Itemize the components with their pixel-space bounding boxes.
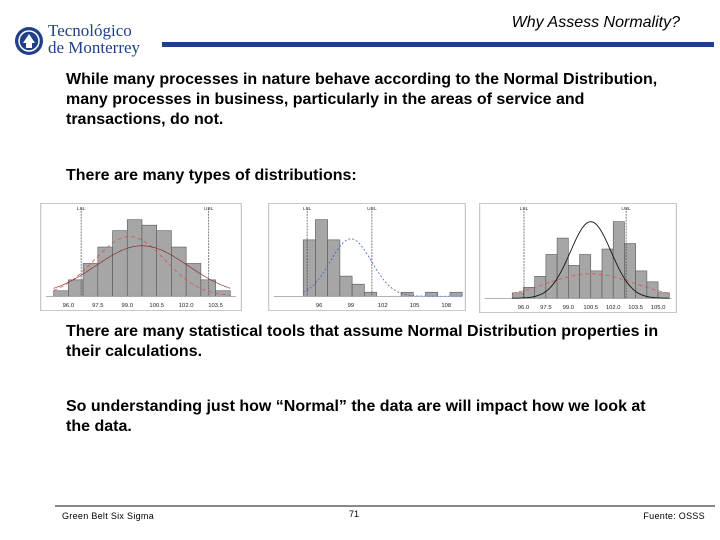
tick-label: 99.0 — [562, 305, 575, 312]
histogram-bar — [142, 225, 157, 296]
tick-label: 105 — [409, 303, 420, 310]
histogram-bar — [352, 284, 364, 296]
histogram-bar — [364, 292, 376, 296]
slide-title: Why Assess Normality? — [511, 14, 680, 31]
histogram-3 — [479, 203, 677, 313]
tick-label: 108 — [441, 303, 452, 310]
histogram-bar — [83, 263, 98, 296]
histogram-bar — [157, 231, 172, 297]
tick-label: 99 — [347, 303, 355, 310]
histogram-bar — [658, 293, 669, 298]
tick-label: 103.5 — [628, 305, 643, 312]
paragraph-1: While many processes in nature behave according to the Normal Distribution, many processes in business, particularly in the areas of service and transactions, do not. — [66, 71, 658, 128]
histogram-bar — [171, 247, 186, 296]
histogram-bar — [340, 276, 352, 296]
histogram-bar — [186, 263, 201, 296]
footer-rule — [55, 505, 715, 507]
tick-label: 99.0 — [121, 303, 133, 310]
tick-label: 102.0 — [605, 305, 621, 312]
histogram-bar — [591, 271, 602, 298]
logo-line-2: de Monterrey — [48, 38, 141, 57]
histogram-bar — [303, 240, 315, 296]
paragraph-3: There are many statistical tools that assume Normal Distribution properties in their calculations. — [66, 323, 659, 360]
histogram-bar — [602, 249, 613, 298]
logo-text — [48, 22, 140, 56]
tick-label: 100.5 — [583, 305, 599, 312]
footer-right: Fuente: OSSS — [643, 511, 705, 521]
lsl-label: LSL — [76, 206, 86, 212]
histogram-bar — [98, 247, 113, 296]
histogram-bar — [401, 292, 413, 296]
histogram-2 — [268, 203, 466, 311]
histogram-bar — [127, 220, 142, 297]
page-number: 71 — [349, 509, 360, 519]
histogram-bar — [647, 282, 658, 298]
tick-label: 100.5 — [149, 303, 165, 310]
histogram-bar — [580, 254, 591, 298]
histogram-bar — [568, 265, 579, 298]
usl-label: USL — [203, 206, 214, 212]
logo — [14, 22, 144, 62]
title-rule — [162, 42, 714, 47]
footer-left: Green Belt Six Sigma — [62, 511, 155, 521]
lsl-label: LSL — [302, 206, 312, 212]
histogram-bar — [315, 220, 327, 297]
tick-label: 105.0 — [650, 305, 666, 312]
tick-label: 97.5 — [92, 303, 104, 310]
tick-label: 97.5 — [540, 305, 552, 312]
tick-label: 96 — [315, 303, 323, 310]
histogram-bar — [201, 280, 216, 296]
lsl-label: LSL — [519, 206, 529, 212]
histogram-bar — [546, 254, 557, 298]
tick-label: 96.0 — [517, 305, 530, 312]
tick-label: 103.5 — [208, 303, 223, 310]
paragraph-2: There are many types of distributions: — [66, 167, 357, 184]
logo-line-1: Tecnológico — [48, 21, 132, 40]
tick-label: 102 — [377, 303, 388, 310]
paragraph-4: So understanding just how “Normal” the data are will impact how we look at the data. — [66, 398, 646, 435]
histogram-bar — [54, 291, 69, 296]
histogram-bar — [512, 293, 523, 298]
logo-seal-icon — [14, 26, 44, 56]
tick-label: 102.0 — [178, 303, 194, 310]
histogram-bar — [426, 292, 438, 296]
tick-label: 96.0 — [62, 303, 75, 310]
histogram-1 — [40, 203, 242, 311]
usl-label: USL — [367, 206, 377, 212]
histogram-bar — [450, 292, 462, 296]
usl-label: USL — [621, 206, 631, 212]
histogram-bar — [113, 231, 128, 297]
